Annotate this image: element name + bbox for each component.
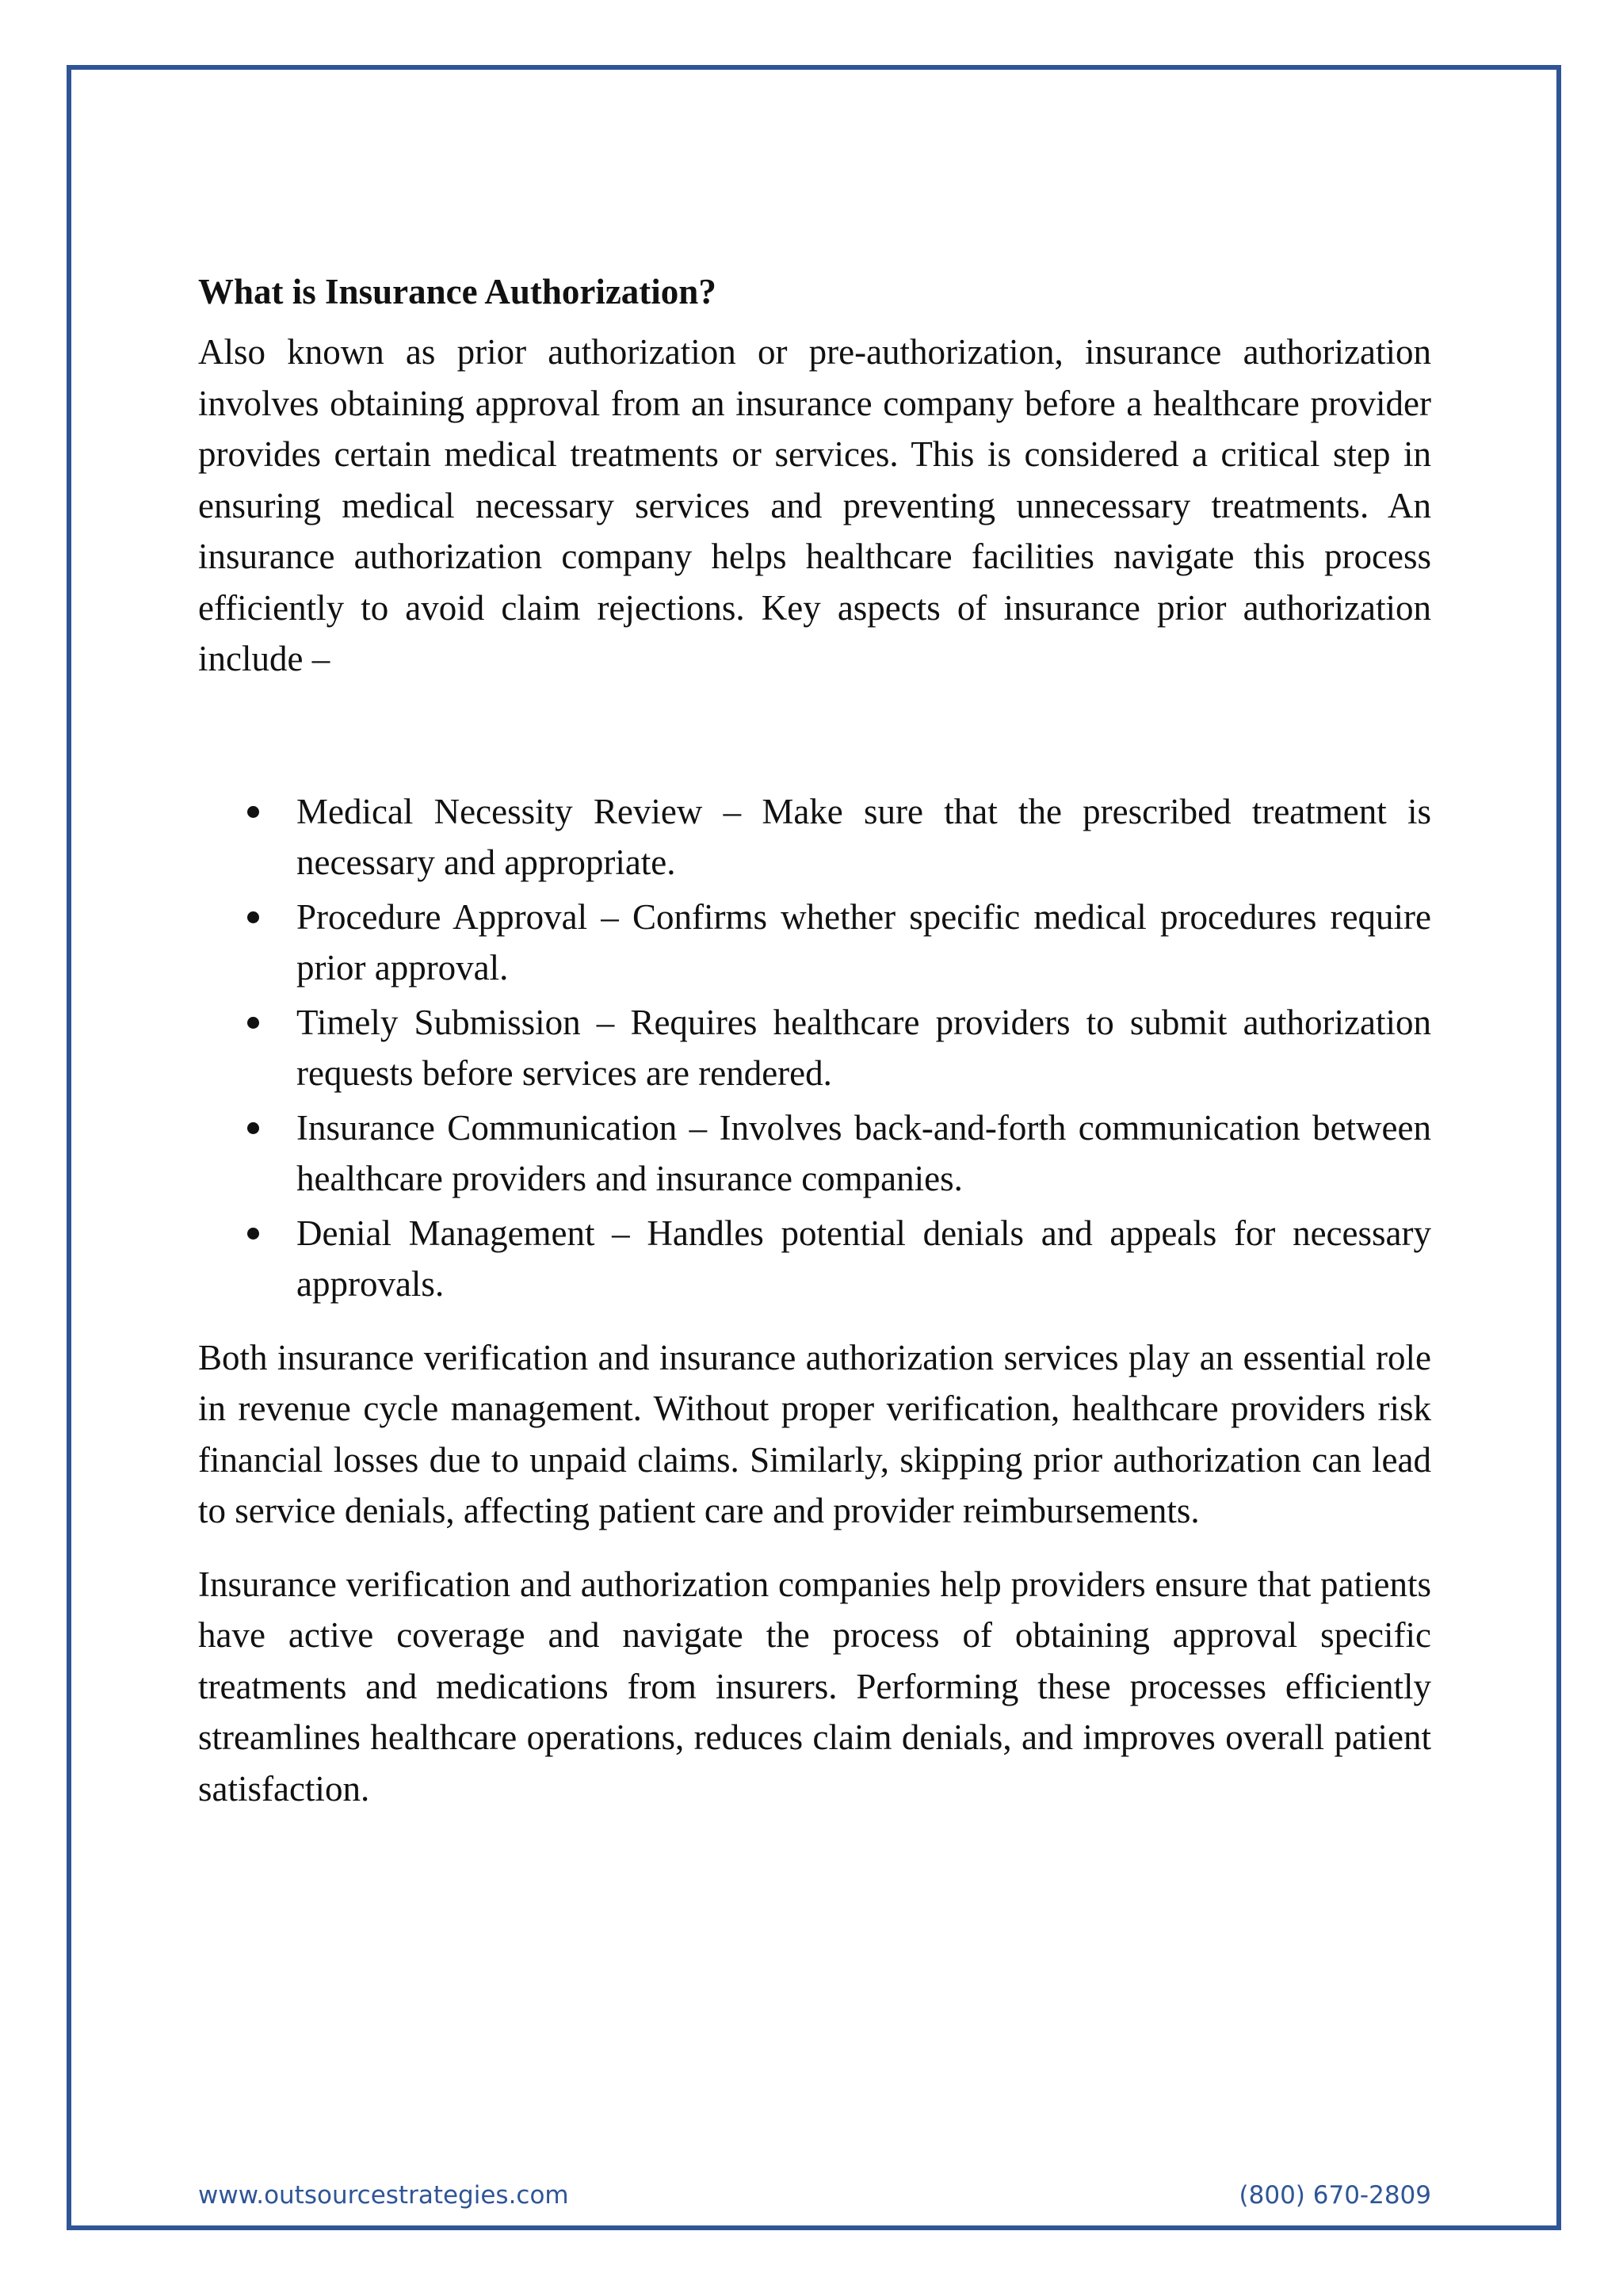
list-item-text: Denial Management – Handles potential denials and appeals for necessary approvals. (296, 1213, 1431, 1304)
intro-paragraph: Also known as prior authorization or pre-authorization, insurance authorization involves obtaining approval from an insurance company before a healthcare provider provides certain medical treatments or services. This is considered a critical step in ensuring medical necessary services and preventing unnecessary treatments. An insurance authorization company helps healthcare facilities navigate this process efficiently to avoid claim rejections. Key aspects of insurance prior authorization include – (198, 332, 1431, 678)
list-item (198, 892, 1431, 994)
list-item (198, 997, 1431, 1099)
list-item (198, 786, 1431, 888)
key-aspects-list (198, 786, 1431, 1310)
document-content (198, 268, 1431, 1814)
bullet-icon (247, 1228, 259, 1240)
section-heading: What is Insurance Authorization? (198, 272, 716, 311)
list-item (198, 1102, 1431, 1205)
list-item-text: Insurance Communication – Involves back-and-forth communication between healthcare providers and insurance companies. (296, 1107, 1431, 1198)
bullet-icon (247, 806, 259, 818)
companies-paragraph: Insurance verification and authorization companies help providers ensure that patients have active coverage and navigate the process of obtaining approval specific treatments and medications from insurers. Performing these processes efficiently streamlines healthcare operations, reduces claim denials, and improves overall patient satisfaction. (198, 1564, 1431, 1809)
footer-website-link[interactable]: www.outsourcestrategies.com (198, 2181, 569, 2210)
list-item (198, 1208, 1431, 1310)
revenue-cycle-paragraph: Both insurance verification and insurance authorization services play an essential role in revenue cycle management. Without proper verification, healthcare providers risk financial losses due to unpaid claims. Similarly, skipping prior authorization can lead to service denials, affecting patient care and provider reimbursements. (198, 1337, 1431, 1530)
list-item-text: Timely Submission – Requires healthcare providers to submit authorization requests before services are rendered. (296, 1002, 1431, 1093)
footer-phone-number[interactable]: (800) 670-2809 (1239, 2181, 1431, 2210)
list-item-text: Medical Necessity Review – Make sure that the prescribed treatment is necessary and appropriate. (296, 791, 1431, 882)
bullet-icon (247, 1122, 259, 1134)
bullet-icon (247, 911, 259, 923)
bullet-icon (247, 1017, 259, 1029)
list-item-text: Procedure Approval – Confirms whether specific medical procedures require prior approval. (296, 896, 1431, 988)
